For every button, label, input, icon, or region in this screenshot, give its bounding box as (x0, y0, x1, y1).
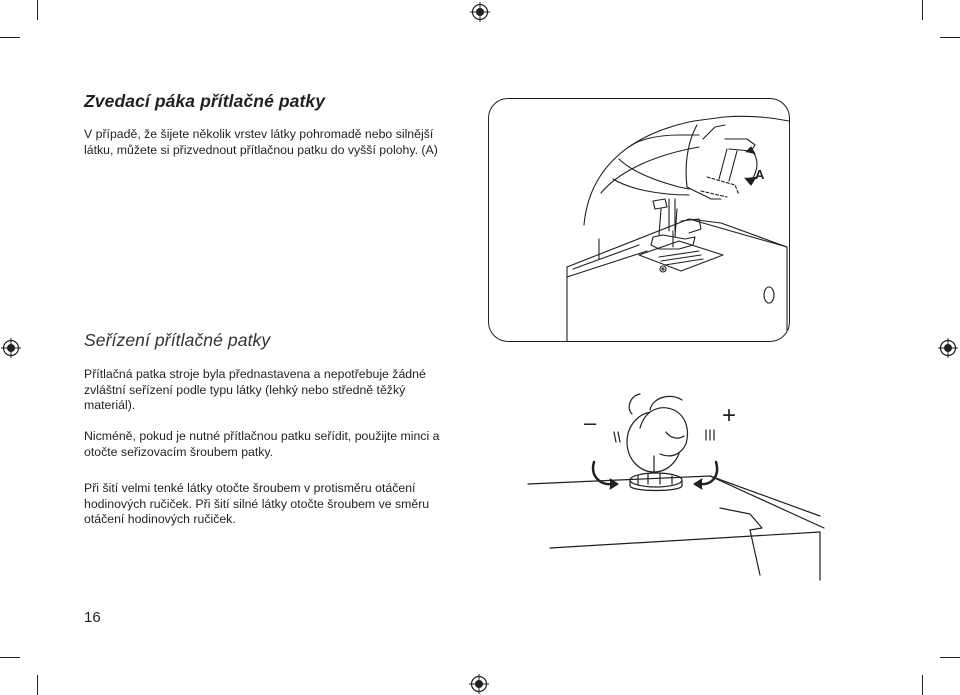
plus-label: + (722, 402, 737, 429)
figure-adjusting-screw (520, 380, 840, 590)
section2-para1: Přítlačná patka stroje byla přednastavena a nepotřebuje žádné zvláštní seřízení podle typu látky (lehký nebo středně těžký materiál). (84, 367, 426, 412)
registration-mark-top (470, 2, 490, 22)
page-number: 16 (84, 609, 101, 626)
section2-para2: Nicméně, pokud je nutné přítlačnou patku seřídit, použijte minci a otočte seřizovacím šroubem patky. (84, 429, 440, 459)
registration-mark-right (938, 338, 958, 358)
figure-presser-foot-lifter (488, 98, 790, 342)
registration-mark-left (1, 338, 21, 358)
sewing-machine-illustration (489, 99, 789, 341)
callout-a-label: A (755, 167, 765, 182)
section2-title: Seřízení přítlačné patky (84, 330, 271, 350)
section1-body: V případě, že šijete několik vrstev látky pohromadě nebo silnější látku, můžete si přizvednout přítlačnou patku do vyšší polohy. (A) (84, 127, 438, 157)
section1-title: Zvedací páka přítlačné patky (84, 91, 326, 111)
section2-para3: Při šití velmi tenké látky otočte šroubem v protisměru otáčení hodinových ručiček. Při šití silné látky otočte šroubem ve směru otáčení hodinových ručiček. (84, 481, 430, 526)
registration-mark-bottom (469, 674, 489, 694)
minus-label: – (584, 410, 597, 435)
